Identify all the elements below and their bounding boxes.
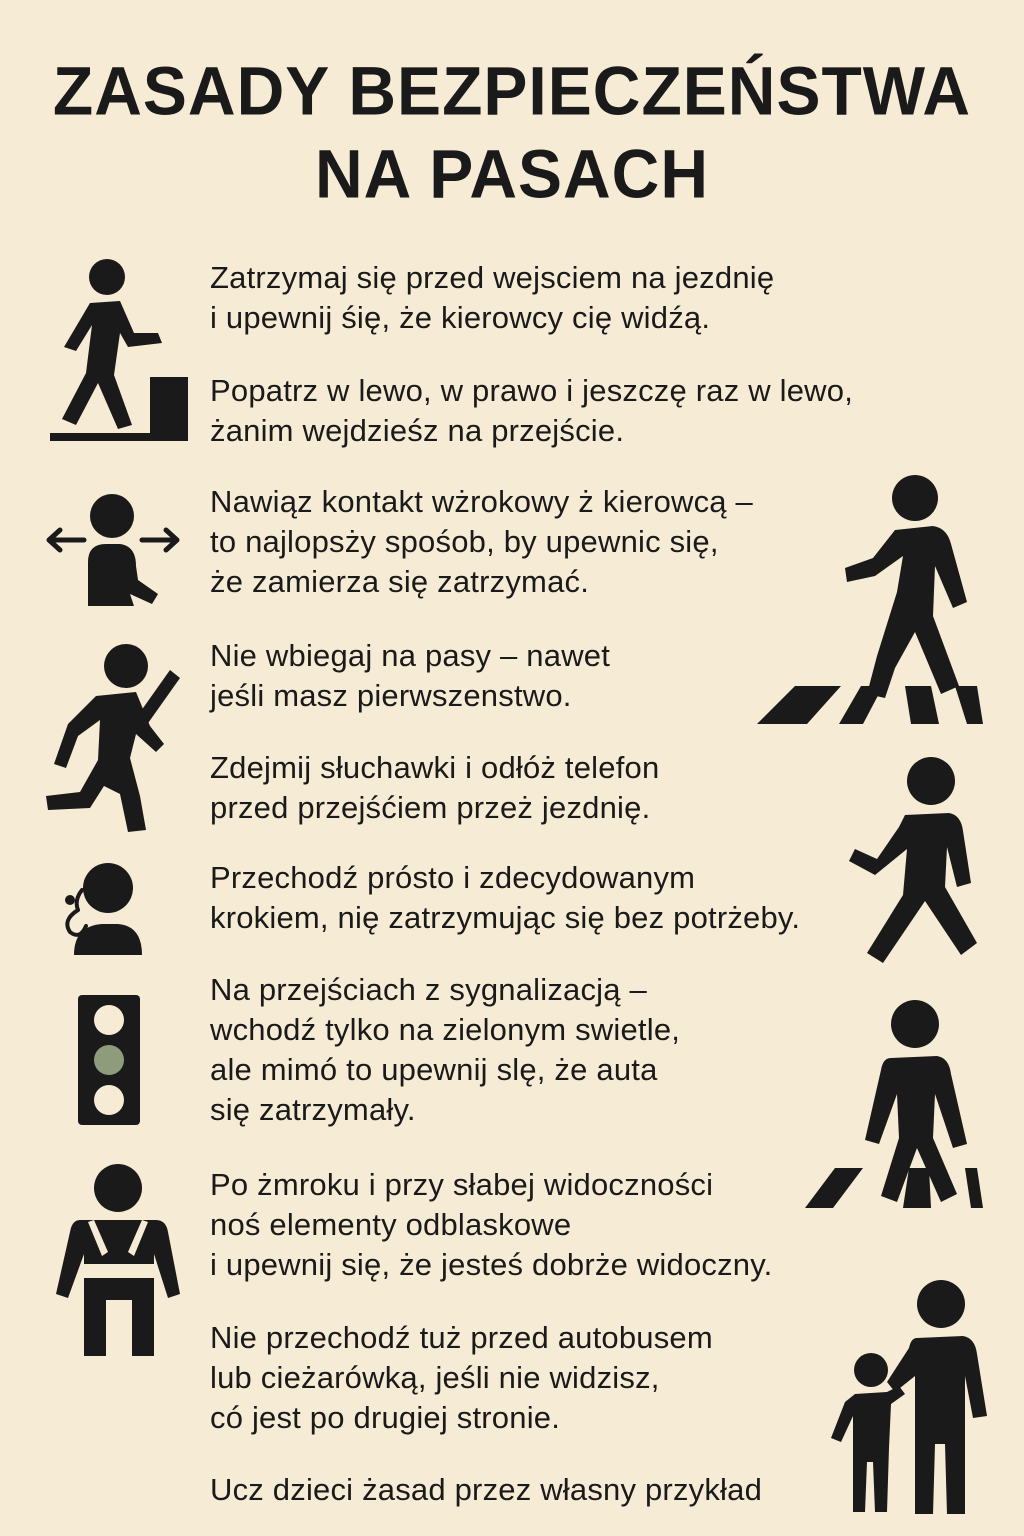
rule-8-line-2: noś elementy odblaskowe <box>210 1207 572 1242</box>
rule-9-line-2: lub cieżarówką, jeśli nie widzisz, <box>210 1360 660 1395</box>
reflective-vest-icon <box>50 1160 184 1360</box>
pedestrian-at-curb-icon <box>48 255 193 445</box>
title-line-2: NA PASACH <box>314 135 709 213</box>
rule-6-line-2: krokiem, nię zatrzymując się bez potrżeby. <box>210 900 801 935</box>
rule-7-line-1: Na przejściach z sygnalizacją – <box>210 972 647 1007</box>
rule-7-line-2: wchodź tylko na zielonym swietle, <box>210 1012 681 1047</box>
rule-5-line-2: przed przejśćiem przeż jezdnię. <box>210 790 651 825</box>
rule-1-line-1: Zatrzymaj się przed wejsciem na jezdnię <box>210 260 775 295</box>
rule-6-line-1: Przechodź prósto i zdecydowanym <box>210 860 696 895</box>
title-line-1: ZASADY BEZPIECZEŃSTWA <box>52 51 972 129</box>
rule-2-line-2: żanim wejdzieśz na przejście. <box>210 413 625 448</box>
rule-6 <box>210 858 910 938</box>
rule-3-line-1: Nawiąz kontakt wżrokowy ż kierowcą – <box>210 484 753 519</box>
rule-8-line-1: Po żmroku i przy słabej widoczności <box>210 1167 714 1202</box>
rule-1 <box>210 258 910 338</box>
rule-9 <box>210 1318 910 1438</box>
pedestrian-on-crosswalk-icon <box>805 998 985 1213</box>
rule-7-line-4: się zatrzymały. <box>210 1092 416 1127</box>
look-left-right-icon <box>44 490 184 610</box>
page-title <box>0 49 1024 215</box>
rule-10 <box>210 1470 910 1510</box>
walking-person-icon <box>845 755 985 970</box>
rule-2-line-1: Popatrz w lewo, w prawo i jeszczę raz w lewo, <box>210 373 854 408</box>
adult-with-child-icon <box>825 1276 990 1518</box>
rule-4-line-1: Nie wbiegaj na pasy – nawet <box>210 638 611 673</box>
rule-2 <box>210 371 910 451</box>
rule-8-line-3: i upewnij się, że jesteś dobrże widoczny. <box>210 1247 773 1282</box>
traffic-light-icon <box>76 993 142 1127</box>
rule-7-line-3: ale mimó to upewnij slę, że auta <box>210 1052 658 1087</box>
running-person-icon <box>38 640 183 840</box>
rule-3-line-3: że zamierza się zatrzymać. <box>210 564 590 599</box>
rule-5 <box>210 748 910 828</box>
rule-1-line-2: i upewnij śię, że kierowcy cię widźą. <box>210 300 711 335</box>
headphones-person-icon <box>58 860 148 960</box>
rule-5-line-1: Zdejmij słuchawki i odłóż telefon <box>210 750 660 785</box>
rule-4-line-2: jeśli masz pierwszenstwo. <box>210 678 572 713</box>
rule-9-line-3: có jest po drugiej stronie. <box>210 1400 561 1435</box>
rule-10-line-1: Ucz dzieci żasad przez własny przykład <box>210 1472 763 1507</box>
rule-9-line-1: Nie przechodź tuż przed autobusem <box>210 1320 713 1355</box>
pedestrian-crossing-icon <box>755 472 985 727</box>
rule-3-line-2: to najlopsży spośob, by upewnic się, <box>210 524 719 559</box>
